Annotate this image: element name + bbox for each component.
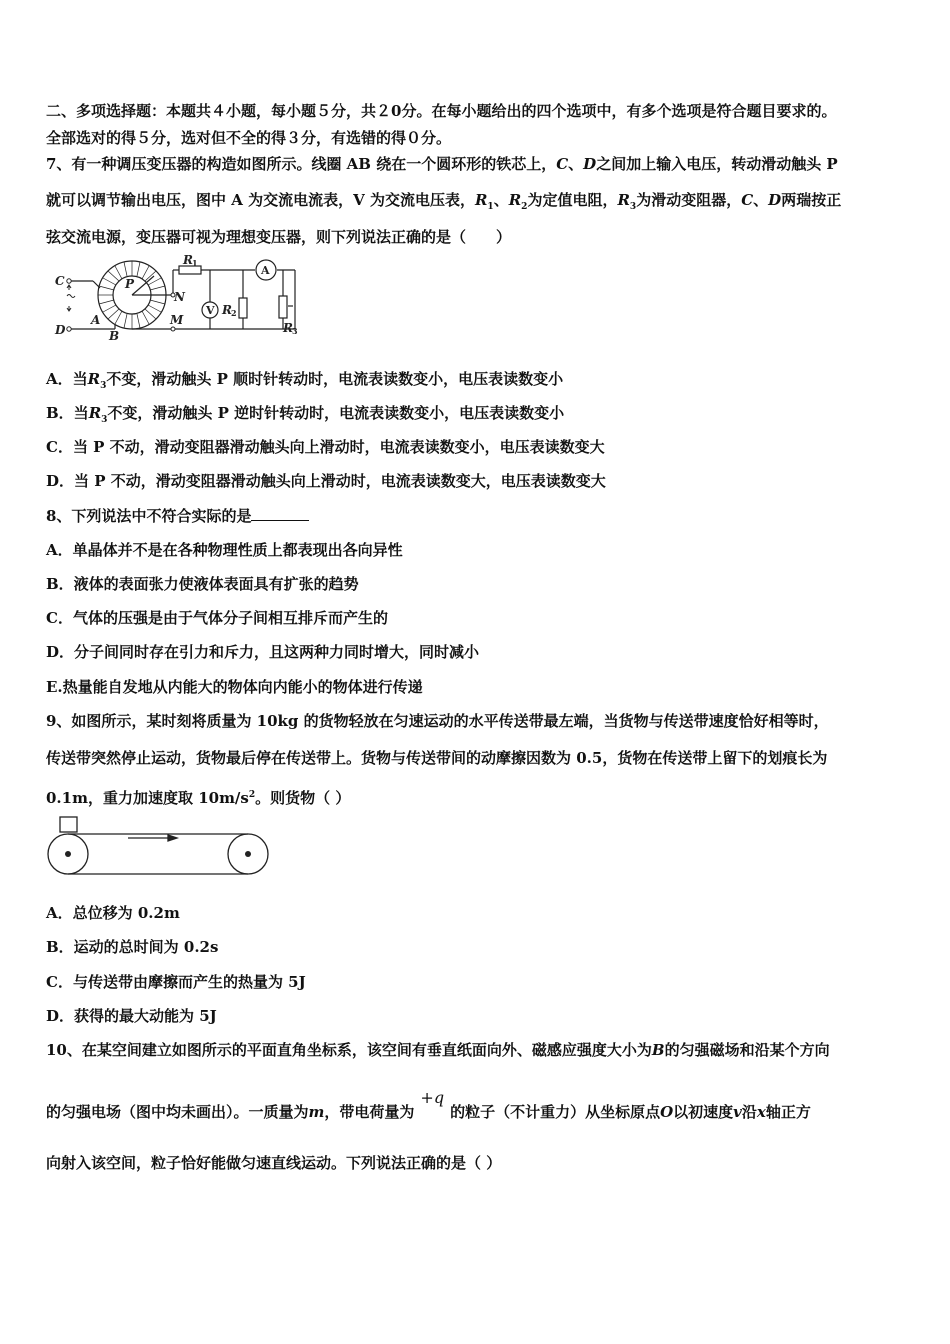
q9-stem-line-2: 传送带突然停止运动，货物最后停在传送带上。货物与传送带间的动摩擦因数为 0.5，货物在传送带上留下的划痕长为 [46,749,828,767]
q7-stem-line-3: 弦交流电源，变压器可视为理想变压器，则下列说法正确的是（ ） [46,228,512,246]
q7-var-r: R [87,370,101,388]
q7-var-c: C [556,155,569,173]
q8-stem [46,506,309,526]
fig-label-n: N [174,290,185,304]
q9-option-a: A．总位移为 0.2m [46,904,180,922]
q7-sub: 1 [487,202,494,212]
q7-text: 之间加上输入电压，转动滑动触头 P [596,155,838,173]
q10-var-b: B [651,1041,665,1059]
q7-option-d: D．当 P 不动，滑动变阻器滑动触头向上滑动时，电流表读数变大，电压表读数变大 [46,472,606,490]
fig-label-d: D [55,323,66,337]
fig-label-r1: R [183,253,193,267]
q10-var-v: v [733,1103,742,1121]
q7-var-r: R [617,191,630,209]
q9-text: 0.1m，重力加速度取 10m/s [46,789,249,807]
q10-text: 以初速度 [673,1103,734,1121]
q10-text: ，带电荷量为 [324,1103,415,1121]
q8-option-d: D．分子间同时存在引力和斥力，且这两种力同时增大，同时减小 [46,643,480,661]
fig-label-r2: R [222,303,232,317]
q7-sub: 3 [101,415,108,425]
q7-option-a [46,369,563,396]
fig-ammeter-label: A [261,264,270,277]
q7-var-c: C [741,191,754,209]
q7-var-d: D [583,155,597,173]
q7-var-r: R [508,191,522,209]
q7-sep: 、 [753,191,769,209]
fig-label-r1-sub: 1 [192,258,198,268]
q8-answer-blank [251,506,309,521]
fig-label-r2-sub: 2 [231,308,237,318]
q8-stem-text: 8、下列说法中不符合实际的是 [46,507,252,525]
fig-voltmeter-label: V [206,304,215,317]
fig-label-p: P [125,277,135,291]
q10-text: 沿 [741,1103,757,1121]
q7-stem-line-1 [46,154,838,174]
q7-text: 两瑞按正 [781,191,842,209]
q7-sep: 、 [493,191,509,209]
q9-stem-line-1: 9、如图所示，某时刻将质量为 10kg 的货物轻放在匀速运动的水平传送带最左端，当货物与传送带速度恰好相等时， [46,712,829,730]
section-header-line-1: 二、多项选择题：本题共４小题，每小题５分，共２0分。在每小题给出的四个选项中，有多个选项是符合题目要求的。 [46,102,837,120]
q7-var-r: R [88,404,102,422]
q7-option-b-pre: B．当 [46,404,89,422]
conveyor-belt-figure [46,816,271,878]
q7-text: 为滑动变阻器， [636,191,742,209]
fig-label-m: M [170,313,184,327]
q9-text: 。则货物（ ） [255,789,351,807]
q9-option-c: C．与传送带由摩擦而产生的热量为 5J [46,973,306,991]
q10-charge: +q [420,1088,445,1107]
q7-option-a-text: 不变，滑动触头 P 顺时针转动时，电流表读数变小，电压表读数变小 [106,370,564,388]
q7-sub: 3 [100,381,107,391]
q10-text: 轴正方 [765,1103,811,1121]
q7-stem-line-2 [46,190,841,217]
q10-var-m: m [308,1103,325,1121]
q7-text: 7、有一种调压变压器的构造如图所示。线圈 AB 绕在一个圆环形的铁芯上， [46,155,557,173]
q7-var-r: R [474,191,488,209]
q7-option-c: C．当 P 不动，滑动变阻器滑动触头向上滑动时，电流表读数变小，电压表读数变大 [46,438,605,456]
transformer-circuit-figure [55,253,315,348]
fig-label-c: C [55,274,65,288]
q10-text: 10、在某空间建立如图所示的平面直角坐标系，该空间有垂直纸面向外、磁感应强度大小为 [46,1041,652,1059]
q8-option-b: B．液体的表面张力使液体表面具有扩张的趋势 [46,575,359,593]
q8-option-a: A．单晶体并不是在各种物理性质上都表现出各向异性 [46,541,403,559]
q10-var-x: x [756,1103,766,1121]
q10-stem-line-2 [46,1088,811,1122]
section-header-line-2: 全部选对的得５分，选对但不全的得３分，有选错的得０分。 [46,129,452,147]
q7-text: 就可以调节输出电压，图中 A 为交流电流表，V 为交流电压表， [46,191,475,209]
q10-var-o: O [660,1103,674,1121]
q7-text: 为定值电阻， [527,191,618,209]
fig-label-r3: R [283,321,293,335]
q10-text: 的匀强磁场和沿某个方向 [664,1041,830,1059]
q7-sub: 2 [521,202,528,212]
q10-stem-line-1 [46,1040,830,1060]
q7-option-b-text: 不变，滑动触头 P 逆时针转动时，电流表读数变小，电压表读数变小 [107,404,565,422]
q9-exponent: 2 [248,790,256,800]
q7-option-b [46,403,564,430]
q8-option-e: E.热量能自发地从内能大的物体向内能小的物体进行传递 [46,678,423,696]
q9-option-d: D．获得的最大动能为 5J [46,1007,217,1025]
q7-option-a-pre: A．当 [46,370,88,388]
q9-stem-line-3 [46,785,350,808]
q10-text: 的匀强电场（图中均未画出）。一质量为 [46,1103,309,1121]
q7-sub: 3 [629,202,637,212]
q9-option-b: B．运动的总时间为 0.2s [46,938,219,956]
q8-option-c: C．气体的压强是由于气体分子间相互排斥而产生的 [46,609,388,627]
fig-label-r3-sub: 3 [292,326,298,336]
q7-sep: 、 [568,155,584,173]
fig-label-a: A [91,313,101,327]
fig-label-b: B [109,329,120,343]
q7-var-d: D [768,191,782,209]
q10-stem-line-3: 向射入该空间，粒子恰好能做匀速直线运动。下列说法正确的是（ ） [46,1154,502,1172]
q10-text: 的粒子（不计重力）从坐标原点 [450,1103,661,1121]
